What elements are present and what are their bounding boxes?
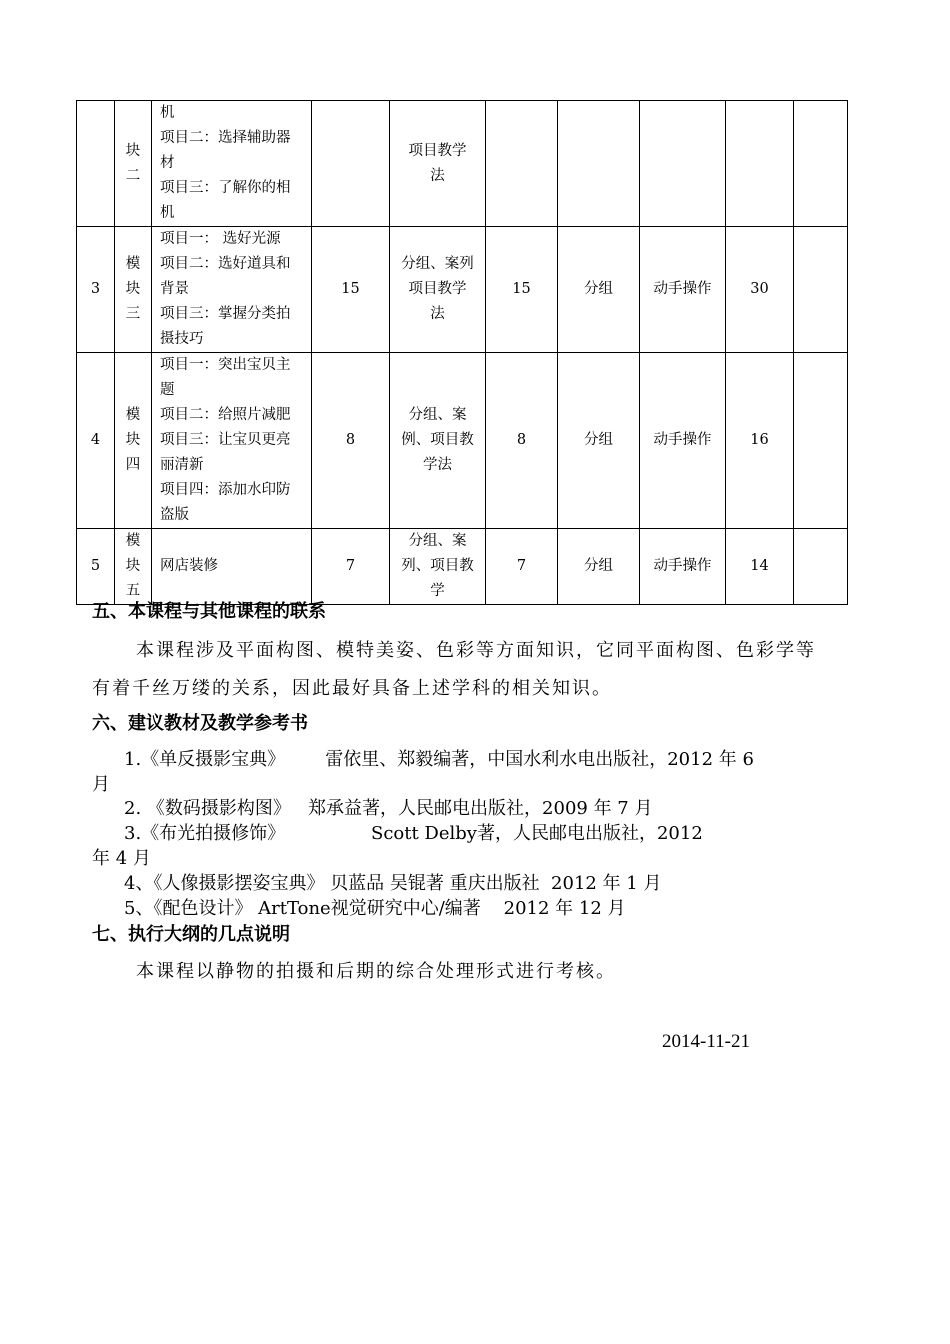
note-cell — [794, 227, 848, 353]
theory-method-line: 列、项目教 — [401, 558, 474, 574]
theory-method-line: 项目教学 — [408, 142, 467, 159]
table-row — [77, 353, 848, 529]
project-item-line: 材 — [160, 155, 175, 171]
module-name-line: 块 — [125, 432, 141, 448]
project-items-cell — [152, 353, 312, 529]
reference-2: 2. 《数码摄影构图》 郑承益著，人民邮电出版社，2009 年 7 月 — [124, 798, 653, 819]
theory-method-cell — [390, 101, 486, 227]
practice-form-cell — [640, 101, 726, 227]
project-item-line: 项目三：了解你的相 — [160, 180, 291, 196]
module-name-cell — [115, 101, 152, 227]
practice-hours-cell: 8 — [486, 353, 558, 529]
note-cell — [794, 529, 848, 605]
project-item-line: 项目二：选好道具和 — [160, 256, 291, 272]
theory-method-line: 法 — [430, 167, 445, 184]
project-item-line: 项目一：突出宝贝主 — [160, 357, 291, 373]
section5-body-line2: 有着千丝万缕的关系，因此最好具备上述学科的相关知识。 — [92, 678, 612, 699]
theory-method-line: 分组、案 — [408, 407, 467, 423]
theory-method-line: 分组、案 — [408, 533, 467, 549]
practice-form-cell: 动手操作 — [640, 529, 726, 605]
table-row — [77, 101, 848, 227]
practice-hours-cell — [486, 101, 558, 227]
row-number-cell: 3 — [77, 227, 115, 353]
total-hours-cell: 16 — [726, 353, 794, 529]
theory-method-cell — [390, 353, 486, 529]
theory-method-line: 学法 — [423, 457, 452, 473]
reference-3: 3.《布光拍摄修饰》 Scott Delby著，人民邮电出版社，2012 — [124, 823, 703, 844]
project-item-line: 机 — [160, 105, 175, 121]
theory-hours-cell: 8 — [312, 353, 390, 529]
reference-3-cont: 年 4 月 — [92, 848, 151, 869]
theory-method-line: 法 — [430, 306, 445, 322]
project-item-line: 机 — [160, 205, 175, 221]
section6-heading: 六、建议教材及教学参考书 — [92, 713, 308, 734]
module-name-line: 模 — [125, 533, 141, 549]
reference-1: 1.《单反摄影宝典》 雷依里、郑毅编著，中国水利水电出版社，2012 年 6 — [124, 749, 754, 770]
project-item-line: 丽清新 — [160, 457, 204, 473]
practice-form-cell: 动手操作 — [640, 353, 726, 529]
project-item-line: 盗版 — [160, 507, 189, 523]
reference-1-cont: 月 — [92, 774, 110, 795]
total-hours-cell: 14 — [726, 529, 794, 605]
module-name-cell — [115, 529, 152, 605]
section7-heading: 七、执行大纲的几点说明 — [92, 924, 290, 945]
module-name-line: 块 — [125, 281, 141, 297]
theory-method-cell — [390, 529, 486, 605]
table-row — [77, 227, 848, 353]
theory-method-line: 分组、案列 — [401, 256, 474, 272]
module-name-cell — [115, 227, 152, 353]
theory-method-cell — [390, 227, 486, 353]
practice-form-cell: 动手操作 — [640, 227, 726, 353]
project-item-line: 项目三：掌握分类拍 — [160, 306, 291, 322]
project-items-cell — [152, 227, 312, 353]
module-name-line: 块 — [125, 558, 141, 574]
row-number-cell: 5 — [77, 529, 115, 605]
project-item-line: 项目二：选择辅助器 — [160, 130, 291, 146]
project-item-line: 项目一： 选好光源 — [160, 231, 281, 247]
reference-5: 5、《配色设计》 ArtTone视觉研究中心/编著 2012 年 12 月 — [124, 898, 626, 919]
course-schedule-table — [76, 100, 848, 605]
theory-method-line: 例、项目教 — [401, 432, 474, 448]
module-name-line: 模 — [125, 407, 141, 423]
practice-hours-cell: 7 — [486, 529, 558, 605]
project-items-cell — [152, 529, 312, 605]
project-item-line: 题 — [160, 382, 175, 398]
practice-method-cell — [558, 101, 640, 227]
total-hours-cell: 30 — [726, 227, 794, 353]
document-date: 2014-11-21 — [662, 1031, 750, 1052]
reference-4: 4、《人像摄影摆姿宝典》 贝蓝品 吴锟著 重庆出版社 2012 年 1 月 — [124, 873, 662, 894]
project-item-line: 项目三：让宝贝更亮 — [160, 432, 291, 448]
section5-heading: 五、本课程与其他课程的联系 — [92, 601, 326, 622]
module-name-line: 二 — [125, 167, 141, 184]
module-name-line: 模 — [125, 256, 141, 272]
practice-hours-cell: 15 — [486, 227, 558, 353]
module-name-line: 五 — [125, 583, 141, 599]
row-number-cell — [77, 101, 115, 227]
total-hours-cell — [726, 101, 794, 227]
theory-method-line: 项目教学 — [408, 281, 467, 297]
row-number-cell: 4 — [77, 353, 115, 529]
table-row — [77, 529, 848, 605]
project-item-line: 项目四：添加水印防 — [160, 482, 291, 498]
practice-method-cell: 分组 — [558, 529, 640, 605]
project-item-line: 背景 — [160, 281, 189, 297]
theory-hours-cell — [312, 101, 390, 227]
project-items-cell — [152, 101, 312, 227]
project-item-line: 摄技巧 — [160, 331, 204, 347]
project-item-line: 项目二：给照片减肥 — [160, 407, 291, 423]
project-item-line: 网店装修 — [160, 558, 218, 574]
module-name-line: 块 — [125, 142, 141, 159]
practice-method-cell: 分组 — [558, 353, 640, 529]
note-cell — [794, 101, 848, 227]
note-cell — [794, 353, 848, 529]
section7-body: 本课程以静物的拍摄和后期的综合处理形式进行考核。 — [136, 961, 616, 982]
theory-hours-cell: 7 — [312, 529, 390, 605]
theory-hours-cell: 15 — [312, 227, 390, 353]
section5-body-line1: 本课程涉及平面构图、模特美姿、色彩等方面知识，它同平面构图、色彩学等 — [136, 640, 816, 661]
theory-method-line: 学 — [430, 583, 445, 599]
module-name-cell — [115, 353, 152, 529]
practice-method-cell: 分组 — [558, 227, 640, 353]
module-name-line: 三 — [125, 306, 141, 322]
module-name-line: 四 — [125, 457, 141, 473]
